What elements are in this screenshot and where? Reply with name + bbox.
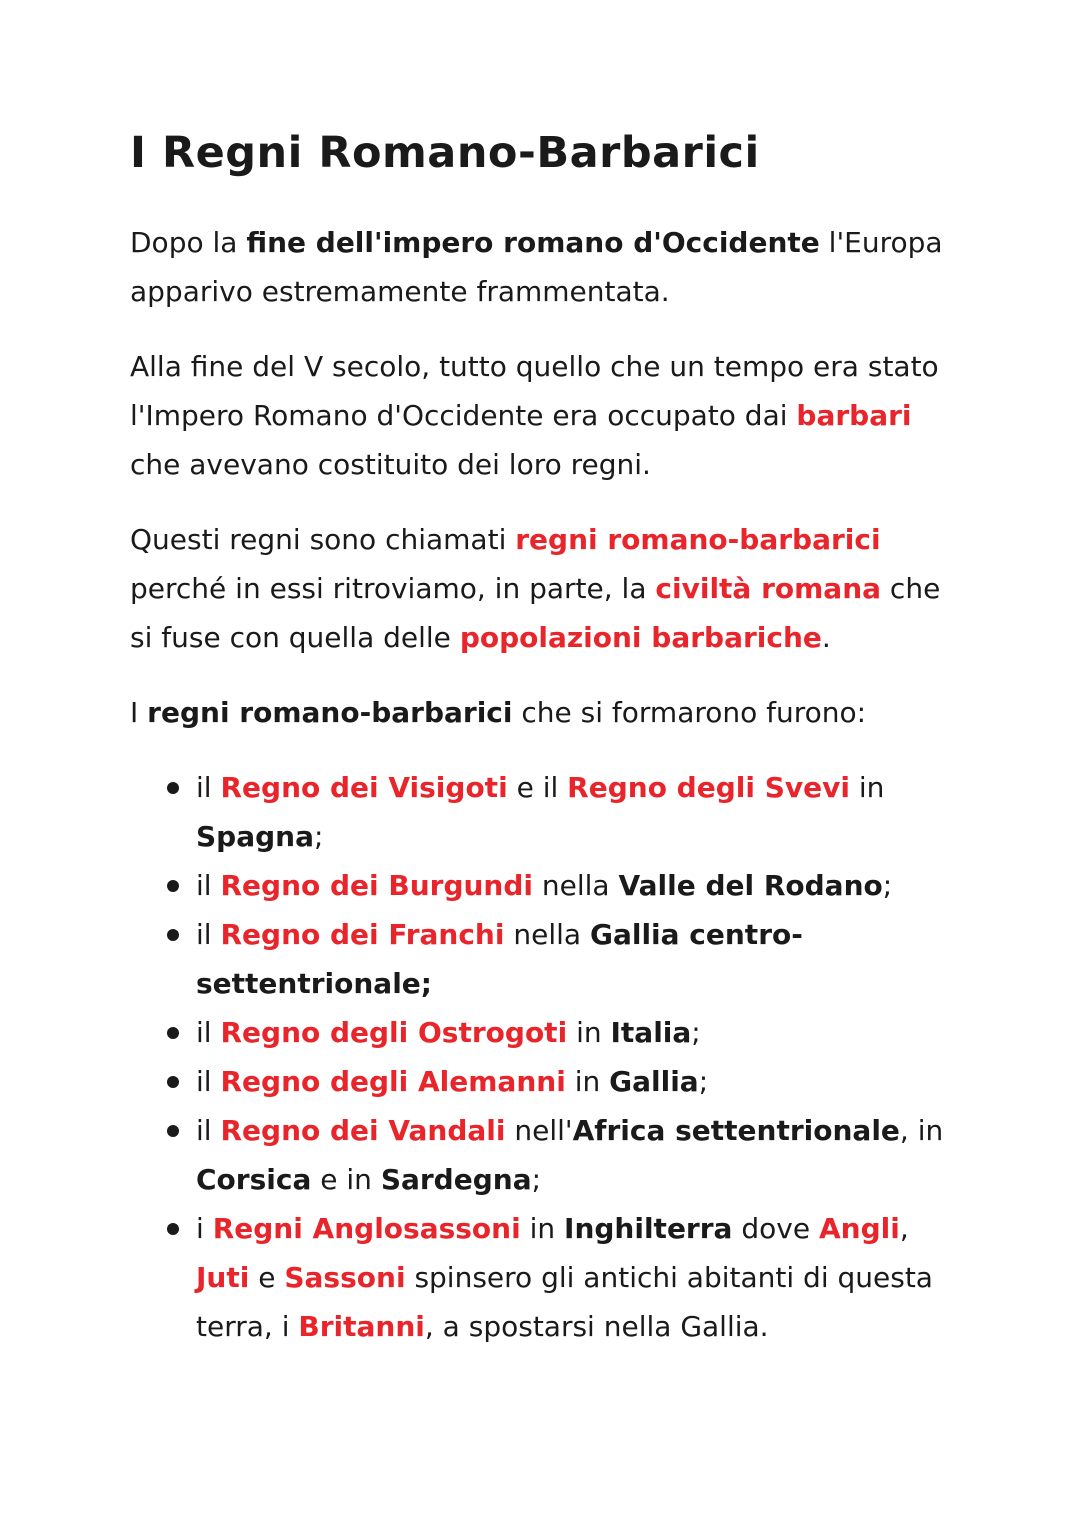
list-item-alemanni: il Regno degli Alemanni in Gallia;: [130, 1057, 950, 1106]
paragraph-list-intro: I regni romano-barbarici che si formarono furono:: [130, 695, 867, 729]
highlight-red: Sassoni: [284, 1260, 406, 1294]
highlight-red: Regno degli Svevi: [567, 770, 850, 804]
highlight-red: Regno dei Visigoti: [220, 770, 508, 804]
highlight-red: Angli: [818, 1211, 900, 1245]
highlight-red: Regno degli Ostrogoti: [220, 1015, 568, 1049]
list-item-ostrogoti: il Regno degli Ostrogoti in Italia;: [130, 1008, 950, 1057]
list-item-visigoti-svevi: il Regno dei Visigoti e il Regno degli Svevi in Spagna;: [130, 763, 950, 861]
highlight-bold: Italia: [610, 1015, 692, 1049]
highlight-bold: fine dell'impero romano d'Occidente: [246, 225, 820, 259]
highlight-red: Britanni: [298, 1309, 425, 1343]
highlight-bold: Spagna: [196, 819, 314, 853]
list-item-anglosassoni: i Regni Anglosassoni in Inghilterra dove Angli, Juti e Sassoni spinsero gli antichi abitanti di questa terra, i Britanni, a spostarsi nella Gallia.: [130, 1204, 950, 1351]
list-item-vandali: il Regno dei Vandali nell'Africa settentrionale, in Corsica e in Sardegna;: [130, 1106, 950, 1204]
highlight-red: Regno dei Franchi: [220, 917, 505, 951]
highlight-red: Juti: [196, 1260, 250, 1294]
highlight-bold: Africa settentrionale: [572, 1113, 900, 1147]
paragraph-barbari: Alla fine del V secolo, tutto quello che un tempo era stato l'Impero Romano d'Occidente era occupato dai barbari che avevano costituito dei loro regni.: [130, 349, 939, 481]
highlight-red: Regno dei Burgundi: [220, 868, 533, 902]
highlight-red: regni romano-barbarici: [515, 522, 881, 556]
highlight-red: civiltà romana: [655, 571, 882, 605]
list-item-burgundi: il Regno dei Burgundi nella Valle del Rodano;: [130, 861, 950, 910]
highlight-bold: Sardegna: [380, 1162, 532, 1196]
intro-paragraph: Dopo la fine dell'impero romano d'Occidente l'Europa apparivo estremamente frammentata.: [130, 225, 943, 308]
paragraph-definition: Questi regni sono chiamati regni romano-barbarici perché in essi ritroviamo, in parte, la civiltà romana che si fuse con quella delle popolazioni barbariche.: [130, 522, 941, 654]
kingdoms-list: [130, 763, 950, 1351]
highlight-red: Regno dei Vandali: [220, 1113, 506, 1147]
highlight-bold: regni romano-barbarici: [147, 695, 513, 729]
highlight-bold: Inghilterra: [564, 1211, 733, 1245]
highlight-red: Regno degli Alemanni: [220, 1064, 566, 1098]
highlight-red: Regni Anglosassoni: [212, 1211, 521, 1245]
highlight-red: barbari: [796, 398, 912, 432]
highlight-bold: Gallia centro-settentrionale;: [196, 917, 803, 1000]
list-item-franchi: il Regno dei Franchi nella Gallia centro-settentrionale;: [130, 910, 950, 1008]
highlight-bold: Corsica: [196, 1162, 312, 1196]
highlight-bold: Gallia: [609, 1064, 699, 1098]
document-page: [130, 128, 950, 1351]
page-title: I Regni Romano-Barbarici: [130, 128, 760, 178]
highlight-bold: Valle del Rodano: [618, 868, 883, 902]
highlight-red: popolazioni barbariche: [459, 620, 822, 654]
